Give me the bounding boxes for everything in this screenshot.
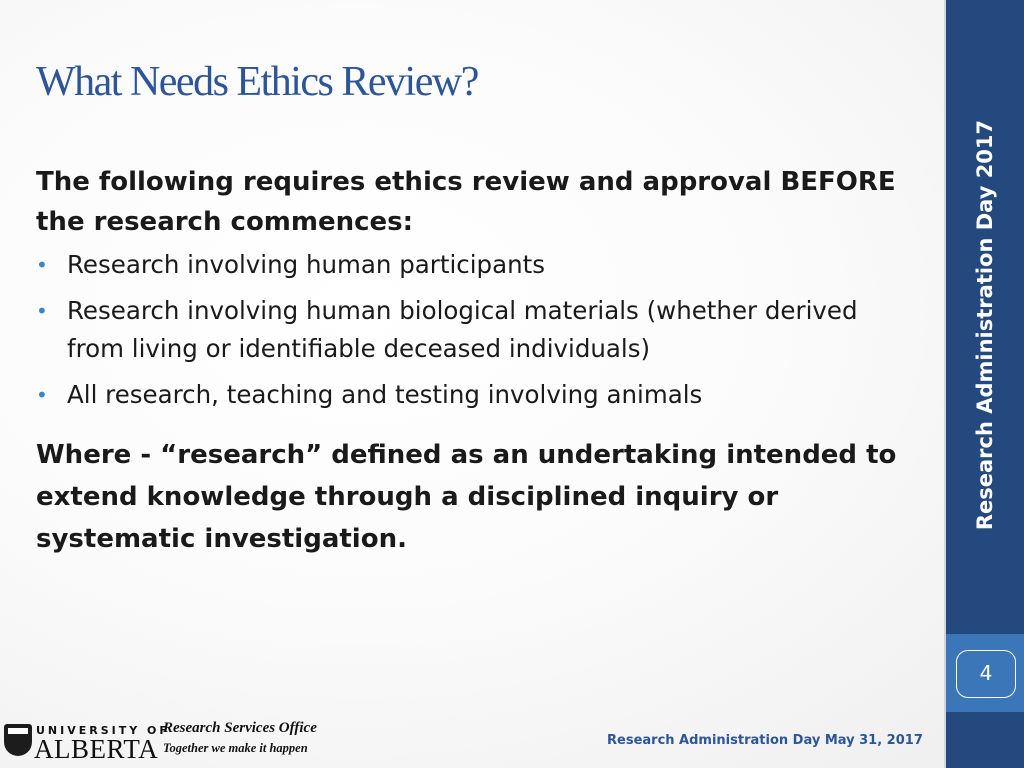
bullet-dot-icon: •: [36, 299, 48, 323]
definition-text: Where - “research” defined as an undertaking intended to extend knowledge through a disciplined inquiry or systematic investigation.: [36, 440, 897, 554]
bullet-list: [36, 246, 916, 414]
page-number: 4: [956, 650, 1016, 698]
logo-line2: ALBERTA: [34, 734, 159, 764]
office-name: Research Services Office: [163, 720, 317, 736]
footer-event-text: Research Administration Day May 31, 2017: [607, 733, 923, 748]
bullet-text: All research, teaching and testing involving animals: [67, 380, 703, 409]
intro-text: The following requires ethics review and approval BEFORE the research commences:: [36, 167, 896, 237]
logo-line1: UNIVERSITY OF: [36, 724, 170, 737]
bullet-item: [36, 292, 916, 368]
bullet-item: [36, 246, 916, 284]
slide-content: [36, 162, 916, 560]
office-tagline: Together we make it happen: [163, 741, 308, 755]
bullet-dot-icon: •: [36, 253, 48, 277]
bullet-dot-icon: •: [36, 383, 48, 407]
university-shield-logo-icon: [4, 724, 32, 756]
slide-title: What Needs Ethics Review?: [36, 59, 478, 105]
sidebar-vertical-text: Research Administration Day 2017: [973, 119, 997, 531]
bullet-text: Research involving human participants: [67, 250, 546, 279]
bullet-text: Research involving human biological materials (whether derived from living or identifiable deceased individuals): [67, 296, 858, 363]
bullet-item: [36, 376, 916, 414]
